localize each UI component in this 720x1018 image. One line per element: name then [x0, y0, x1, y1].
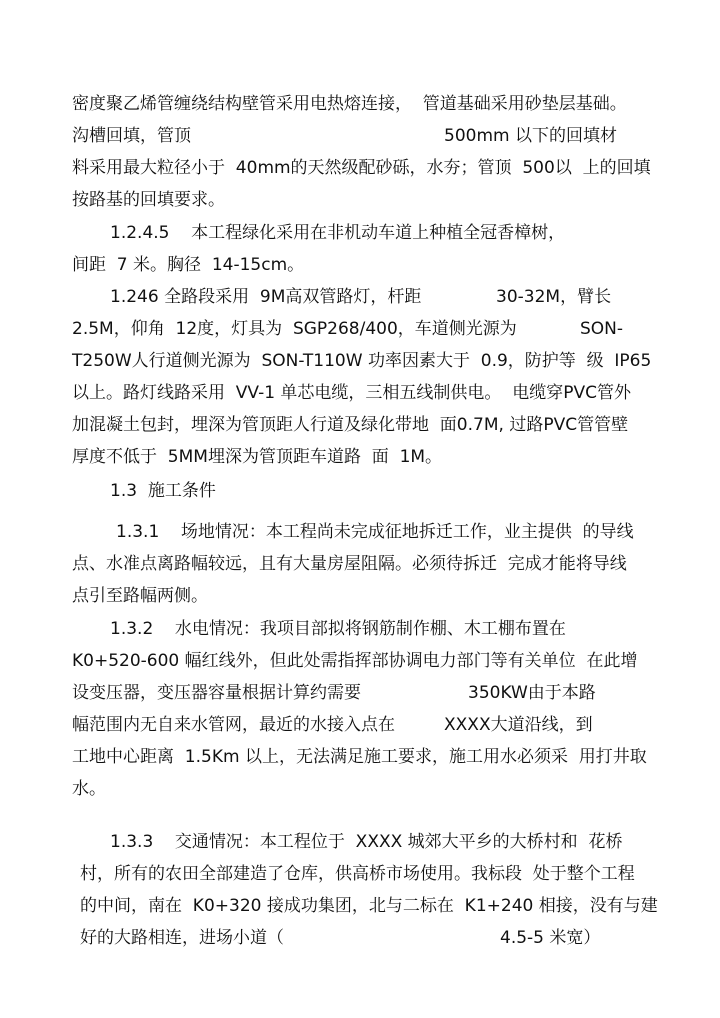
- text-line: XXXX大道沿线，到: [444, 715, 593, 735]
- text-line: 1.2.4.5 本工程绿化采用在非机动车道上种植全冠香樟树，: [110, 223, 566, 243]
- text-line: 1.3.2 水电情况：我项目部拟将钢筋制作棚、木工棚布置在: [110, 619, 566, 639]
- text-line: 1.3.3 交通情况：本工程位于 XXXX 城郊大平乡的大桥村和 花桥: [110, 832, 623, 852]
- text-line: 4.5-5 米宽）: [500, 928, 601, 948]
- text-line: 沟槽回填，管顶: [72, 126, 191, 146]
- text-line: 设变压器，变压器容量根据计算约需要: [72, 683, 361, 703]
- text-line: 2.5M，仰角 12度，灯具为 SGP268/400，车道侧光源为: [72, 319, 517, 339]
- text-line: 加混凝土包封，埋深为管顶距人行道及绿化带地 面0.7M, 过路PVC管管壁: [72, 415, 629, 435]
- text-line: 水。: [72, 779, 106, 799]
- text-line: 好的大路相连，进场小道（: [80, 928, 284, 948]
- text-line: 厚度不低于 5MM埋深为管顶距车道路 面 1M。: [72, 447, 443, 467]
- text-line: T250W人行道侧光源为 SON-T110W 功率因素大于 0.9，防护等 级 IP65: [72, 351, 652, 371]
- text-line: 以上。路灯线路采用 VV-1 单芯电缆，三相五线制供电。 电缆穿PVC管外: [72, 383, 631, 403]
- text-line: 1.246 全路段采用 9M高双管路灯，杆距: [110, 287, 422, 307]
- text-line: 间距 7 米。胸径 14-15cm。: [72, 255, 305, 275]
- text-line: 工地中心距离 1.5Km 以上，无法满足施工要求，施工用水必须采 用打井取: [72, 747, 647, 767]
- text-line: 密度聚乙烯管缠绕结构壁管采用电热熔连接， 管道基础采用砂垫层基础。: [72, 94, 627, 114]
- text-line: 的中间，南在 K0+320 接成功集团，北与二标在 K1+240 相接，没有与建: [80, 896, 658, 916]
- text-line: 幅范围内无自来水管网，最近的水接入点在: [72, 715, 395, 735]
- text-line: 350KW由于本路: [468, 683, 596, 703]
- text-line: 料采用最大粒径小于 40mm的天然级配砂砾，水夯；管顶 500以 上的回填: [72, 158, 651, 178]
- text-line: SON-: [580, 319, 624, 339]
- text-line: 1.3.1 场地情况：本工程尚未完成征地拆迁工作，业主提供 的导线: [116, 522, 634, 542]
- text-line: K0+520-600 幅红线外，但此处需指挥部协调电力部门等有关单位 在此增: [72, 651, 638, 671]
- text-line: 村，所有的农田全部建造了仓库，供高桥市场使用。我标段 处于整个工程: [80, 864, 635, 884]
- text-line: 30-32M，臂长: [496, 287, 612, 307]
- text-line: 点引至路幅两侧。: [72, 586, 208, 606]
- text-line: 500mm 以下的回填材: [444, 126, 617, 146]
- text-line: 点、水准点离路幅较远，且有大量房屋阻隔。必须待拆迁 完成才能将导线: [72, 554, 627, 574]
- text-line: 按路基的回填要求。: [72, 190, 225, 210]
- section-heading: 1.3 施工条件: [110, 481, 216, 501]
